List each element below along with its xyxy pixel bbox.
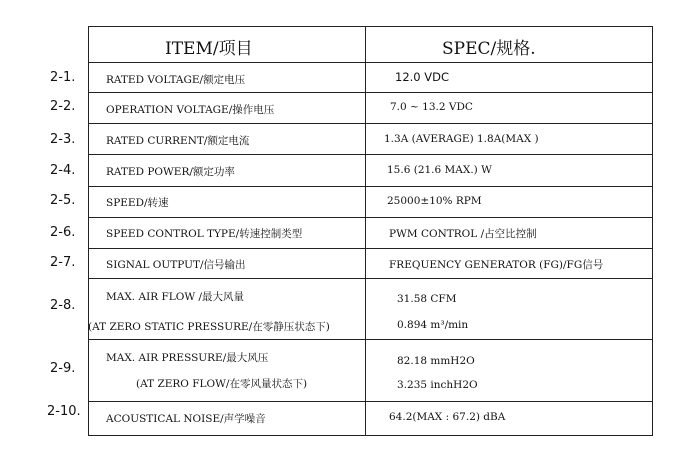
row-divider	[89, 217, 652, 218]
row-number-2-3: 2-3.	[50, 132, 76, 147]
row-number-2-6: 2-6.	[50, 225, 76, 240]
header-item: ITEM/项目	[165, 39, 253, 59]
header-spec: SPEC/规格.	[442, 39, 536, 59]
row-divider	[89, 401, 652, 402]
item-rated-voltage: RATED VOLTAGE/额定电压	[106, 74, 246, 86]
spec-signal-output: FREQUENCY GENERATOR (FG)/FG信号	[389, 259, 604, 271]
row-divider	[89, 248, 652, 249]
spec-acoustical-noise: 64.2(MAX : 67.2) dBA	[389, 411, 506, 423]
column-divider	[365, 27, 366, 435]
row-number-2-8: 2-8.	[50, 298, 76, 313]
spec-speed-control-type: PWM CONTROL /占空比控制	[389, 228, 537, 240]
spec-air-flow-cfm: 31.58 CFM	[397, 293, 457, 305]
item-acoustical-noise: ACOUSTICAL NOISE/声学噪音	[106, 413, 266, 425]
row-divider	[89, 92, 652, 93]
spec-rated-power: 15.6 (21.6 MAX.) W	[387, 164, 492, 176]
spec-speed: 25000±10% RPM	[387, 195, 482, 207]
row-divider	[89, 62, 652, 63]
spec-table	[88, 26, 653, 436]
row-number-2-10: 2-10.	[47, 404, 81, 419]
spec-air-flow-m3: 0.894 m³/min	[397, 319, 469, 331]
row-number-2-2: 2-2.	[50, 99, 76, 114]
item-max-air-pressure: MAX. AIR PRESSURE/最大风压	[106, 352, 269, 364]
row-number-2-4: 2-4.	[50, 163, 76, 178]
row-divider	[89, 278, 652, 279]
item-signal-output: SIGNAL OUTPUT/信号输出	[106, 259, 246, 271]
row-divider	[89, 123, 652, 124]
row-number-2-1: 2-1.	[50, 70, 76, 85]
spec-rated-voltage: 12.0 VDC	[395, 70, 450, 84]
item-rated-power: RATED POWER/额定功率	[106, 166, 235, 178]
item-max-air-flow: MAX. AIR FLOW /最大风量	[106, 291, 244, 303]
row-divider	[89, 186, 652, 187]
row-divider	[89, 339, 652, 340]
spec-rated-current: 1.3A (AVERAGE) 1.8A(MAX )	[384, 133, 539, 145]
item-speed: SPEED/转速	[106, 197, 169, 209]
item-speed-control-type: SPEED CONTROL TYPE/转速控制类型	[106, 228, 303, 240]
spec-air-pressure-inchh2o: 3.235 inchH2O	[397, 379, 478, 391]
item-operation-voltage: OPERATION VOLTAGE/操作电压	[106, 104, 275, 116]
item-rated-current: RATED CURRENT/额定电流	[106, 135, 250, 147]
row-number-2-9: 2-9.	[50, 361, 76, 376]
spec-air-pressure-mmh2o: 82.18 mmH2O	[397, 355, 475, 367]
spec-operation-voltage: 7.0 ~ 13.2 VDC	[390, 101, 473, 113]
row-divider	[89, 154, 652, 155]
row-number-2-5: 2-5.	[50, 193, 76, 208]
item-max-air-pressure-note: (AT ZERO FLOW/在零风量状态下)	[136, 378, 308, 390]
row-number-2-7: 2-7.	[50, 255, 76, 270]
item-max-air-flow-note: (AT ZERO STATIC PRESSURE/在零静压状态下)	[88, 321, 330, 333]
